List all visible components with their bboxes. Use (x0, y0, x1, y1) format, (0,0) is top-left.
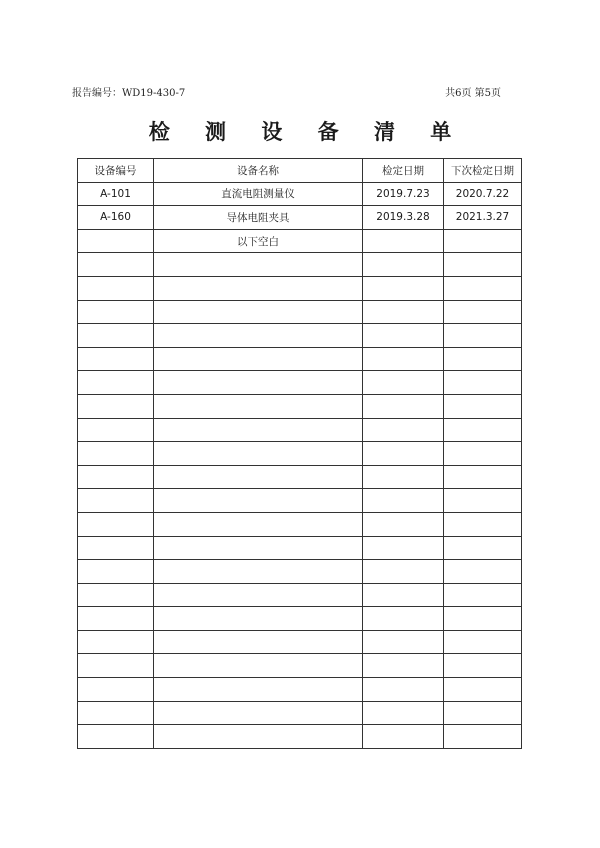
table-row (78, 442, 522, 466)
equipment-id-cell (78, 489, 154, 513)
calibration-date-cell (363, 300, 444, 324)
equipment-id-cell (78, 394, 154, 418)
table-row (78, 253, 522, 277)
equipment-id-cell (78, 560, 154, 584)
equipment-name-cell (154, 536, 363, 560)
table-row (78, 229, 522, 253)
equipment-id-cell (78, 701, 154, 725)
next-calibration-date-cell (444, 560, 522, 584)
equipment-name-cell (154, 300, 363, 324)
equipment-id-cell (78, 678, 154, 702)
equipment-id-cell (78, 418, 154, 442)
table-row (78, 465, 522, 489)
table-row (78, 536, 522, 560)
equipment-name-cell: 导体电阻夹具 (154, 206, 363, 230)
calibration-date-cell (363, 489, 444, 513)
table-row (78, 725, 522, 749)
calibration-date-cell (363, 418, 444, 442)
calibration-date-cell: 2019.3.28 (363, 206, 444, 230)
next-calibration-date-cell (444, 418, 522, 442)
equipment-name-cell (154, 607, 363, 631)
calibration-date-cell (363, 253, 444, 277)
calibration-date-cell (363, 678, 444, 702)
equipment-id-cell (78, 607, 154, 631)
equipment-name-cell (154, 394, 363, 418)
equipment-name-cell: 以下空白 (154, 229, 363, 253)
equipment-name-cell (154, 489, 363, 513)
equipment-id-cell (78, 536, 154, 560)
calibration-date-cell (363, 725, 444, 749)
equipment-id-cell (78, 512, 154, 536)
calibration-date-cell (363, 583, 444, 607)
table-row (78, 560, 522, 584)
equipment-name-cell (154, 583, 363, 607)
equipment-name-cell (154, 725, 363, 749)
equipment-name-cell (154, 371, 363, 395)
next-calibration-date-cell (444, 701, 522, 725)
report-number: 报告编号：WD19-430-7 (72, 88, 186, 99)
table-row (78, 276, 522, 300)
table-row (78, 371, 522, 395)
next-calibration-date-cell (444, 512, 522, 536)
equipment-id-cell (78, 442, 154, 466)
next-calibration-date-cell (444, 630, 522, 654)
equipment-table (77, 158, 522, 749)
equipment-id-cell (78, 300, 154, 324)
equipment-id-cell (78, 583, 154, 607)
equipment-id-cell (78, 229, 154, 253)
next-calibration-date-cell (444, 276, 522, 300)
calibration-date-cell (363, 465, 444, 489)
table-row (78, 300, 522, 324)
equipment-id-cell (78, 725, 154, 749)
next-calibration-date-cell (444, 678, 522, 702)
table-header-row (78, 159, 522, 183)
equipment-name-cell (154, 701, 363, 725)
calibration-date-cell (363, 229, 444, 253)
calibration-date-cell (363, 276, 444, 300)
calibration-date-cell (363, 607, 444, 631)
calibration-date-cell (363, 536, 444, 560)
equipment-id-cell (78, 630, 154, 654)
table-row (78, 512, 522, 536)
calibration-date-cell (363, 442, 444, 466)
equipment-name-cell (154, 442, 363, 466)
calibration-date-cell (363, 512, 444, 536)
equipment-id-cell (78, 324, 154, 348)
next-calibration-date-cell (444, 371, 522, 395)
equipment-name-cell (154, 347, 363, 371)
table-row (78, 654, 522, 678)
equipment-name-cell (154, 324, 363, 348)
next-calibration-date-cell (444, 394, 522, 418)
table-row (78, 489, 522, 513)
equipment-id-cell (78, 371, 154, 395)
table-row (78, 630, 522, 654)
next-calibration-date-cell (444, 442, 522, 466)
equipment-name-cell (154, 678, 363, 702)
equipment-name-cell: 直流电阻测量仪 (154, 182, 363, 206)
calibration-date-cell (363, 630, 444, 654)
next-calibration-date-cell (444, 583, 522, 607)
equipment-name-cell (154, 512, 363, 536)
next-calibration-date-cell: 2021.3.27 (444, 206, 522, 230)
next-calibration-date-cell (444, 654, 522, 678)
table-row (78, 583, 522, 607)
table-row (78, 394, 522, 418)
column-header-equipment-id: 设备编号 (78, 159, 154, 183)
next-calibration-date-cell (444, 465, 522, 489)
next-calibration-date-cell (444, 324, 522, 348)
equipment-id-cell (78, 654, 154, 678)
equipment-name-cell (154, 654, 363, 678)
equipment-name-cell (154, 630, 363, 654)
calibration-date-cell: 2019.7.23 (363, 182, 444, 206)
table-row (78, 607, 522, 631)
column-header-equipment-name: 设备名称 (154, 159, 363, 183)
table-row (78, 418, 522, 442)
calibration-date-cell (363, 654, 444, 678)
equipment-name-cell (154, 276, 363, 300)
next-calibration-date-cell (444, 725, 522, 749)
equipment-id-cell (78, 347, 154, 371)
next-calibration-date-cell (444, 607, 522, 631)
equipment-name-cell (154, 560, 363, 584)
calibration-date-cell (363, 324, 444, 348)
calibration-date-cell (363, 560, 444, 584)
next-calibration-date-cell (444, 347, 522, 371)
equipment-id-cell (78, 253, 154, 277)
table-body (78, 182, 522, 748)
calibration-date-cell (363, 701, 444, 725)
next-calibration-date-cell: 2020.7.22 (444, 182, 522, 206)
table-row (78, 347, 522, 371)
equipment-id-cell (78, 276, 154, 300)
calibration-date-cell (363, 371, 444, 395)
next-calibration-date-cell (444, 300, 522, 324)
column-header-calibration-date: 检定日期 (363, 159, 444, 183)
next-calibration-date-cell (444, 489, 522, 513)
next-calibration-date-cell (444, 253, 522, 277)
table-row (78, 678, 522, 702)
equipment-id-cell: A-160 (78, 206, 154, 230)
table-row (78, 324, 522, 348)
calibration-date-cell (363, 394, 444, 418)
page-info: 共6页 第5页 (445, 88, 501, 99)
equipment-id-cell (78, 465, 154, 489)
table-row (78, 182, 522, 206)
table-row (78, 701, 522, 725)
table-row (78, 206, 522, 230)
equipment-name-cell (154, 465, 363, 489)
column-header-next-calibration-date: 下次检定日期 (444, 159, 522, 183)
equipment-name-cell (154, 253, 363, 277)
calibration-date-cell (363, 347, 444, 371)
next-calibration-date-cell (444, 229, 522, 253)
equipment-id-cell: A-101 (78, 182, 154, 206)
equipment-name-cell (154, 418, 363, 442)
next-calibration-date-cell (444, 536, 522, 560)
page-title: 检 测 设 备 清 单 (148, 119, 466, 144)
